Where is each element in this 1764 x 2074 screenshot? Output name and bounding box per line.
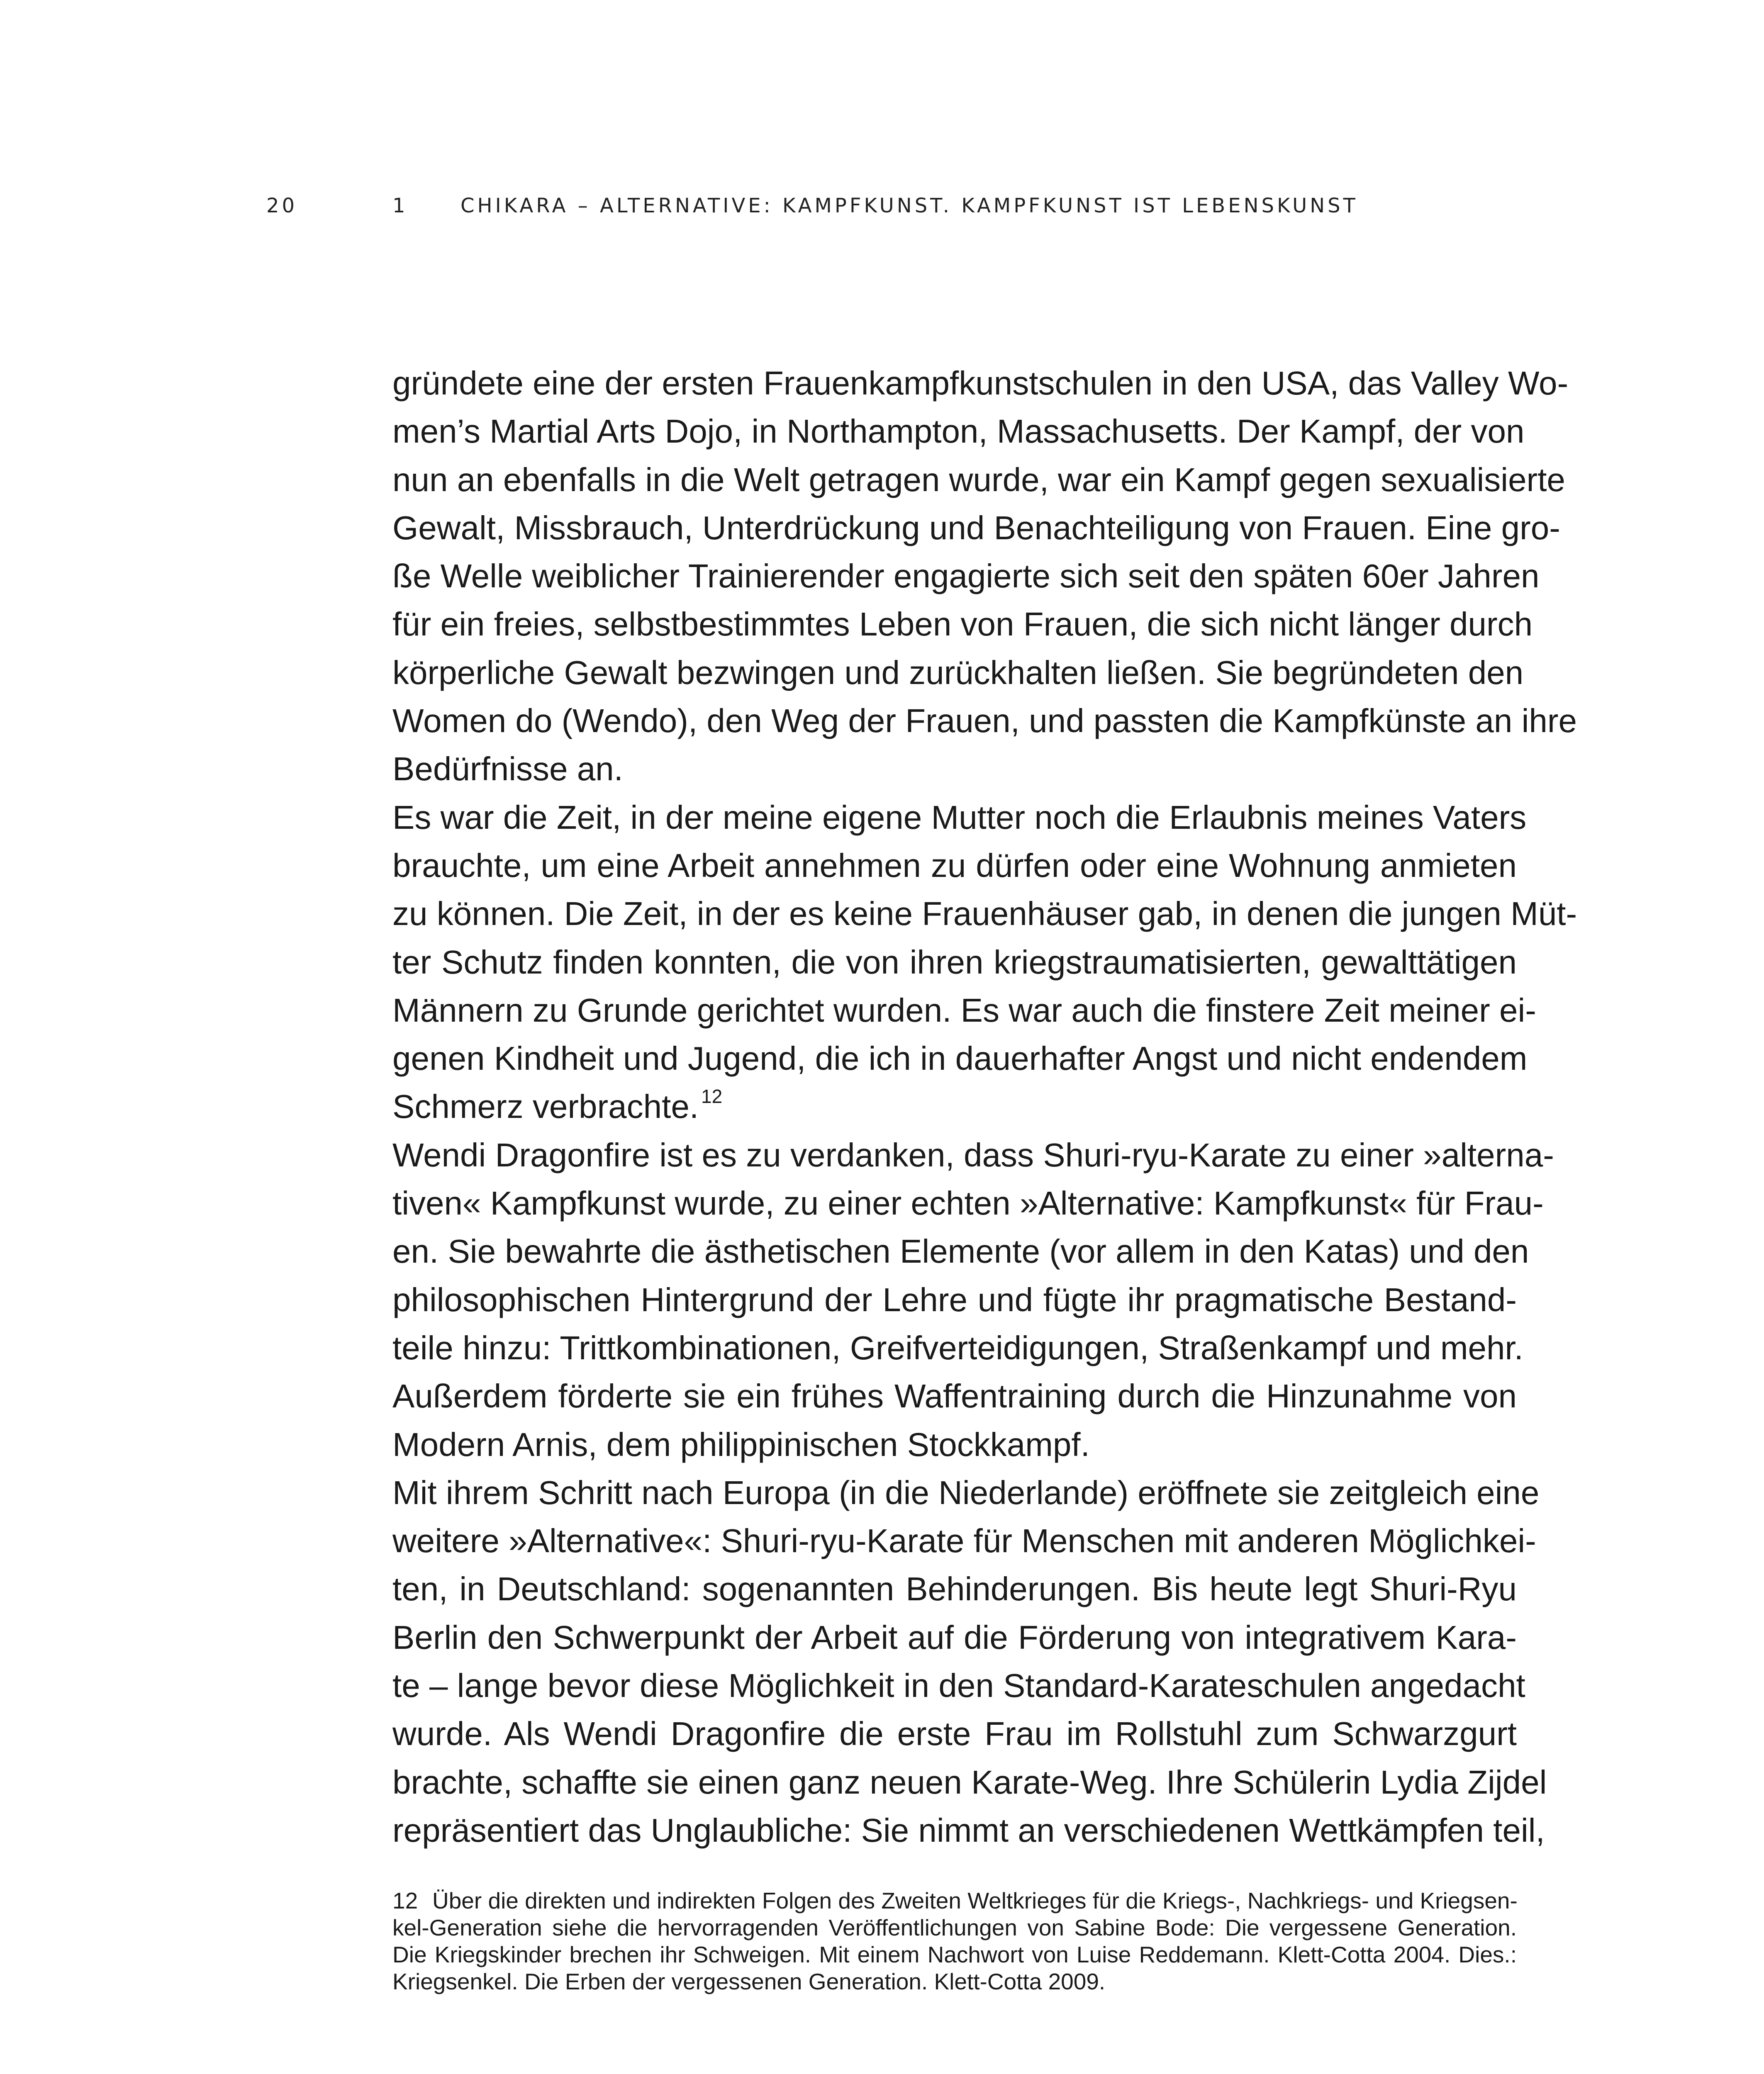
text-line: Bedürfnisse an. bbox=[392, 750, 623, 788]
footnote-number: 12 bbox=[392, 1888, 418, 1913]
footnote-line bbox=[392, 1887, 1517, 1914]
text-line: repräsentiert das Unglaubliche: Sie nimmt an verschiedenen Wettkämpfen teil, bbox=[392, 1811, 1545, 1849]
text-line: weitere »Alternative«: Shuri-ryu-Karate für Menschen mit anderen Möglichkei- bbox=[392, 1522, 1536, 1560]
text-line: Männern zu Grunde gerichtet wurden. Es war auch die finstere Zeit meiner ei- bbox=[392, 991, 1536, 1029]
text-line: gründete eine der ersten Frauenkampfkunstschulen in den USA, das Valley Wo- bbox=[392, 365, 1569, 402]
text-line: Es war die Zeit, in der meine eigene Mutter noch die Erlaubnis meines Vaters bbox=[392, 798, 1527, 836]
footnote-line: Kriegsenkel. Die Erben der vergessenen Generation. Klett-Cotta 2009. bbox=[392, 1969, 1106, 1994]
text-line: Wendi Dragonfire ist es zu verdanken, dass Shuri-ryu-Karate zu einer »alterna- bbox=[392, 1136, 1554, 1173]
text-line: Außerdem förderte sie ein frühes Waffentraining durch die Hinzunahme von bbox=[392, 1378, 1517, 1415]
text-line: men’s Martial Arts Dojo, in Northampton, Massachusetts. Der Kampf, der von bbox=[392, 413, 1525, 450]
running-head bbox=[0, 194, 1764, 227]
text-line: tiven« Kampfkunst wurde, zu einer echten »Alternative: Kampfkunst« für Frau- bbox=[392, 1185, 1544, 1222]
text-line: ter Schutz finden konnten, die von ihren kriegstraumatisierten, gewalttätigen bbox=[392, 943, 1517, 981]
text-line: ße Welle weiblicher Trainierender engagierte sich seit den späten 60er Jahren bbox=[392, 557, 1540, 595]
footnote-line: kel-Generation siehe die hervorragenden Veröffentlichungen von Sabine Bode: Die vergessene Generation. bbox=[392, 1915, 1517, 1940]
text-line: teile hinzu: Trittkombinationen, Greifverteidigungen, Straßenkampf und mehr. bbox=[392, 1329, 1523, 1366]
footnote bbox=[392, 1887, 1517, 1995]
text-line: ten, in Deutschland: sogenannten Behinderungen. Bis heute legt Shuri-Ryu bbox=[392, 1570, 1517, 1608]
text-line: Berlin den Schwerpunkt der Arbeit auf die Förderung von integrativem Kara- bbox=[392, 1619, 1517, 1656]
chapter-title: CHIKARA – ALTERNATIVE: KAMPFKUNST. KAMPFKUNST IST LEBENSKUNST bbox=[460, 194, 1358, 217]
body-text bbox=[392, 359, 1577, 1855]
text-line: Schmerz verbrachte. bbox=[392, 1088, 699, 1125]
footnote-text: Über die direkten und indirekten Folgen des Zweiten Weltkrieges für die Kriegs-, Nachkriegs- und Kriegsen- bbox=[432, 1888, 1518, 1913]
text-line: te – lange bevor diese Möglichkeit in den Standard-Karateschulen angedacht bbox=[392, 1667, 1525, 1704]
text-line-with-footnote-ref bbox=[392, 1083, 1517, 1131]
text-line: brachte, schaffte sie einen ganz neuen Karate-Weg. Ihre Schülerin Lydia Zijdel bbox=[392, 1763, 1547, 1801]
text-line: Mit ihrem Schritt nach Europa (in die Niederlande) eröffnete sie zeitgleich eine bbox=[392, 1474, 1540, 1511]
text-line: zu können. Die Zeit, in der es keine Frauenhäuser gab, in denen die jungen Müt- bbox=[392, 895, 1577, 932]
footnote-line: Die Kriegskinder brechen ihr Schweigen. Mit einem Nachwort von Luise Reddemann. Klett-Cotta 2004. Dies.: bbox=[392, 1942, 1517, 1967]
text-line: genen Kindheit und Jugend, die ich in dauerhafter Angst und nicht endendem bbox=[392, 1040, 1528, 1077]
chapter-number: 1 bbox=[392, 194, 408, 217]
text-line: nun an ebenfalls in die Welt getragen wurde, war ein Kampf gegen sexualisierte bbox=[392, 461, 1565, 498]
text-line: für ein freies, selbstbestimmtes Leben von Frauen, die sich nicht länger durch bbox=[392, 606, 1533, 643]
footnote-reference: 12 bbox=[701, 1086, 723, 1108]
text-line: Modern Arnis, dem philippinischen Stockkampf. bbox=[392, 1426, 1090, 1463]
text-line: Women do (Wendo), den Weg der Frauen, und passten die Kampfkünste an ihre bbox=[392, 702, 1577, 740]
text-line: Gewalt, Missbrauch, Unterdrückung und Benachteiligung von Frauen. Eine gro- bbox=[392, 509, 1560, 546]
text-line: en. Sie bewahrte die ästhetischen Elemente (vor allem in den Katas) und den bbox=[392, 1233, 1529, 1270]
text-line: wurde. Als Wendi Dragonfire die erste Frau im Rollstuhl zum Schwarzgurt bbox=[392, 1715, 1517, 1753]
text-line: brauchte, um eine Arbeit annehmen zu dürfen oder eine Wohnung anmieten bbox=[392, 847, 1517, 884]
page-number: 20 bbox=[266, 194, 298, 217]
text-line: philosophischen Hintergrund der Lehre und fügte ihr pragmatische Bestand- bbox=[392, 1281, 1517, 1318]
text-line: körperliche Gewalt bezwingen und zurückhalten ließen. Sie begründeten den bbox=[392, 654, 1524, 691]
